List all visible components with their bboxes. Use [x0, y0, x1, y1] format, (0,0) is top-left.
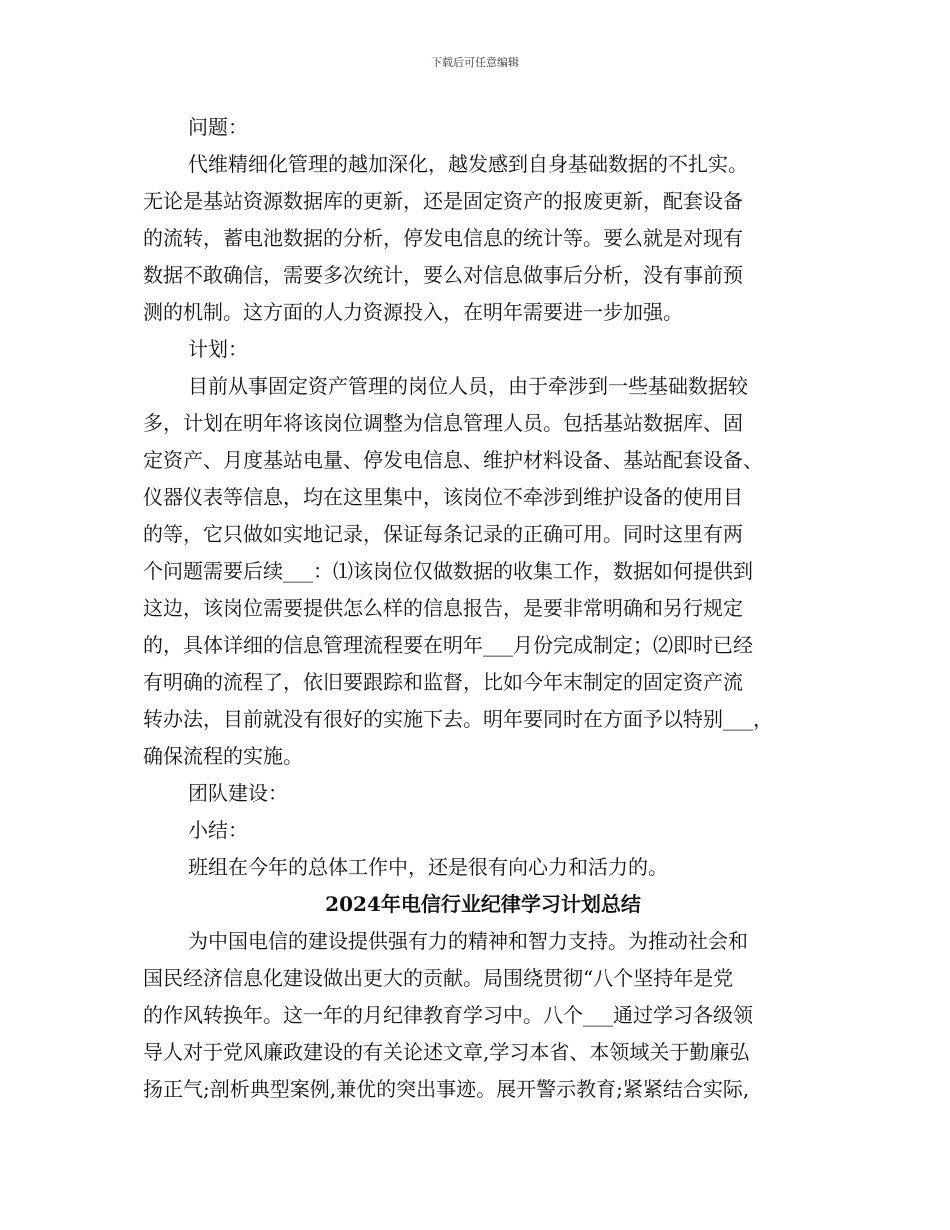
text-line: 转办法，目前就没有很好的实施下去。明年要同时在方面予以特别___，	[143, 707, 773, 731]
text-line: 这边，该岗位需要提供怎么样的信息报告，是要非常明确和另行规定	[143, 596, 743, 620]
text-line: 的等，它只做如实地记录，保证每条记录的正确可用。同时这里有两	[143, 522, 743, 546]
text-line: 代维精细化管理的越加深化，越发感到自身基础数据的不扎实。	[188, 152, 748, 176]
text-line: 目前从事固定资产管理的岗位人员，由于牵涉到一些基础数据较	[188, 374, 748, 398]
text-line: 数据不敢确信，需要多次统计，要么对信息做事后分析，没有事前预	[143, 263, 743, 287]
text-line: 为中国电信的建设提供强有力的精神和智力支持。为推动社会和	[188, 929, 748, 953]
text-line: 问题：	[188, 115, 248, 139]
text-line: 测的机制。这方面的人力资源投入，在明年需要进一步加强。	[143, 300, 683, 324]
text-line: 的流转，蓄电池数据的分析，停发电信息的统计等。要么就是对现有	[143, 226, 743, 250]
text-line: 团队建设：	[188, 781, 288, 805]
text-line: 有明确的流程了，依旧要跟踪和监督，比如今年末制定的固定资产流	[143, 670, 743, 694]
text-line: 仪器仪表等信息，均在这里集中，该岗位不牵涉到维护设备的使用目	[143, 485, 743, 509]
section-title: 2024年电信行业纪律学习计划总结	[325, 892, 641, 916]
text-line: 的作风转换年。这一年的月纪律教育学习中。八个___通过学习各级领	[143, 1003, 753, 1027]
text-line: 小结：	[188, 818, 248, 842]
text-line: 无论是基站资源数据库的更新，还是固定资产的报废更新，配套设备	[143, 189, 743, 213]
text-line: 定资产、月度基站电量、停发电信息、维护材料设备、基站配套设备、	[143, 448, 763, 472]
text-line: 计划：	[188, 337, 248, 361]
text-line: 班组在今年的总体工作中，还是很有向心力和活力的。	[188, 855, 668, 879]
text-line: 国民经济信息化建设做出更大的贡献。局围绕贯彻“八个坚持年是党	[143, 966, 734, 990]
text-line: 多，计划在明年将该岗位调整为信息管理人员。包括基站数据库、固	[143, 411, 743, 435]
text-line: 导人对于党风廉政建设的有关论述文章,学习本省、本领域关于勤廉弘	[143, 1040, 750, 1064]
text-line: 个问题需要后续___：⑴该岗位仅做数据的收集工作，数据如何提供到	[143, 559, 753, 583]
text-line: 扬正气;剖析典型案例,兼优的突出事迹。展开警示教育;紧紧结合实际,	[143, 1077, 750, 1101]
text-line: 的，具体详细的信息管理流程要在明年___月份完成制定；⑵即时已经	[143, 633, 753, 657]
page-header: 下载后可任意编辑	[431, 56, 519, 69]
document-body	[143, 109, 823, 1108]
text-line: 确保流程的实施。	[143, 744, 303, 768]
